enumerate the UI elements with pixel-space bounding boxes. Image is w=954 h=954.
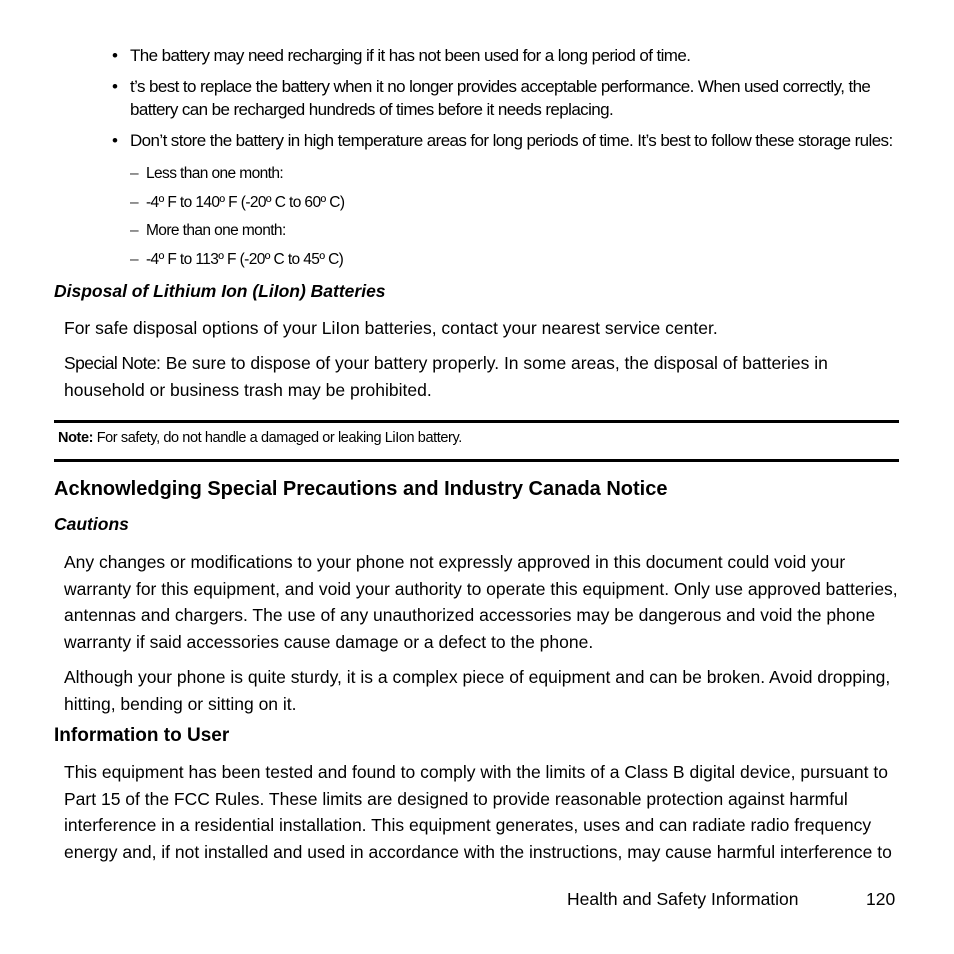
- list-item: – Less than one month:: [130, 160, 344, 189]
- dash-icon: –: [130, 165, 139, 182]
- list-item: • The battery may need recharging if it has not been used for a long period of time.: [112, 46, 691, 65]
- list-item: – -4º F to 140º F (-20º C to 60º C): [130, 189, 344, 218]
- note-top-rule: [54, 420, 899, 423]
- disposal-heading: Disposal of Lithium Ion (LiIon) Batteries: [54, 281, 386, 301]
- cautions-paragraph-1: Any changes or modifications to your phone not expressly approved in this document could void your warranty for this equipment, and void your authority to operate this equipment. Only use approved batteries, antennas and chargers. The use of any unauthorized accessories may be dangerous and void the phone warranty if said accessories cause damage or a defect to the phone.: [64, 552, 898, 653]
- cautions-heading: Cautions: [54, 514, 129, 534]
- footer-section-title: Health and Safety Information: [567, 889, 799, 909]
- list-item: – -4º F to 113º F (-20º C to 45º C): [130, 246, 344, 275]
- bullet-icon: •: [112, 131, 118, 150]
- cautions-paragraph-2: Although your phone is quite sturdy, it is a complex piece of equipment and can be broken. Avoid dropping, hitting, bending or sitting on it.: [64, 667, 891, 714]
- list-item: – More than one month:: [130, 217, 344, 246]
- storage-rules-list: [130, 160, 344, 275]
- information-paragraph: This equipment has been tested and found to comply with the limits of a Class B digital device, pursuant to Part 15 of the FCC Rules. These limits are designed to provide reasonable protection against harmful interference in a residential installation. This equipment generates, uses and can radiate radio frequency energy and, if not installed and used in accordance with the instructions, may cause harmful interference to: [64, 762, 892, 863]
- information-heading: Information to User: [54, 725, 230, 746]
- disposal-paragraph: For safe disposal options of your LiIon batteries, contact your nearest service center.: [64, 318, 718, 338]
- page-number: 120: [866, 889, 896, 909]
- note-label: Note:: [58, 430, 94, 446]
- list-item: • t’s best to replace the battery when it no longer provides acceptable performance. When used correctly, the battery can be recharged hundreds of times before it needs replacing.: [112, 77, 871, 119]
- bullet-icon: •: [112, 46, 118, 65]
- battery-tips-list: [112, 44, 902, 160]
- note-bottom-rule: [54, 459, 899, 462]
- dash-icon: –: [130, 251, 139, 269]
- acknowledging-heading: Acknowledging Special Precautions and Industry Canada Notice: [54, 478, 668, 500]
- list-item: • Don’t store the battery in high temperature areas for long periods of time. It’s best to follow these storage rules:: [112, 131, 893, 150]
- special-note-label: Special Note: [64, 353, 157, 373]
- dash-icon: –: [130, 222, 139, 240]
- note-text: For safety, do not handle a damaged or leaking LiIon battery.: [93, 430, 462, 446]
- safety-note: [58, 430, 462, 446]
- special-note-text: : Be sure to dispose of your battery properly. In some areas, the disposal of batteries in household or business trash may be prohibited.: [64, 353, 828, 400]
- special-note-paragraph: [64, 350, 900, 403]
- dash-icon: –: [130, 193, 139, 211]
- bullet-icon: •: [112, 77, 118, 96]
